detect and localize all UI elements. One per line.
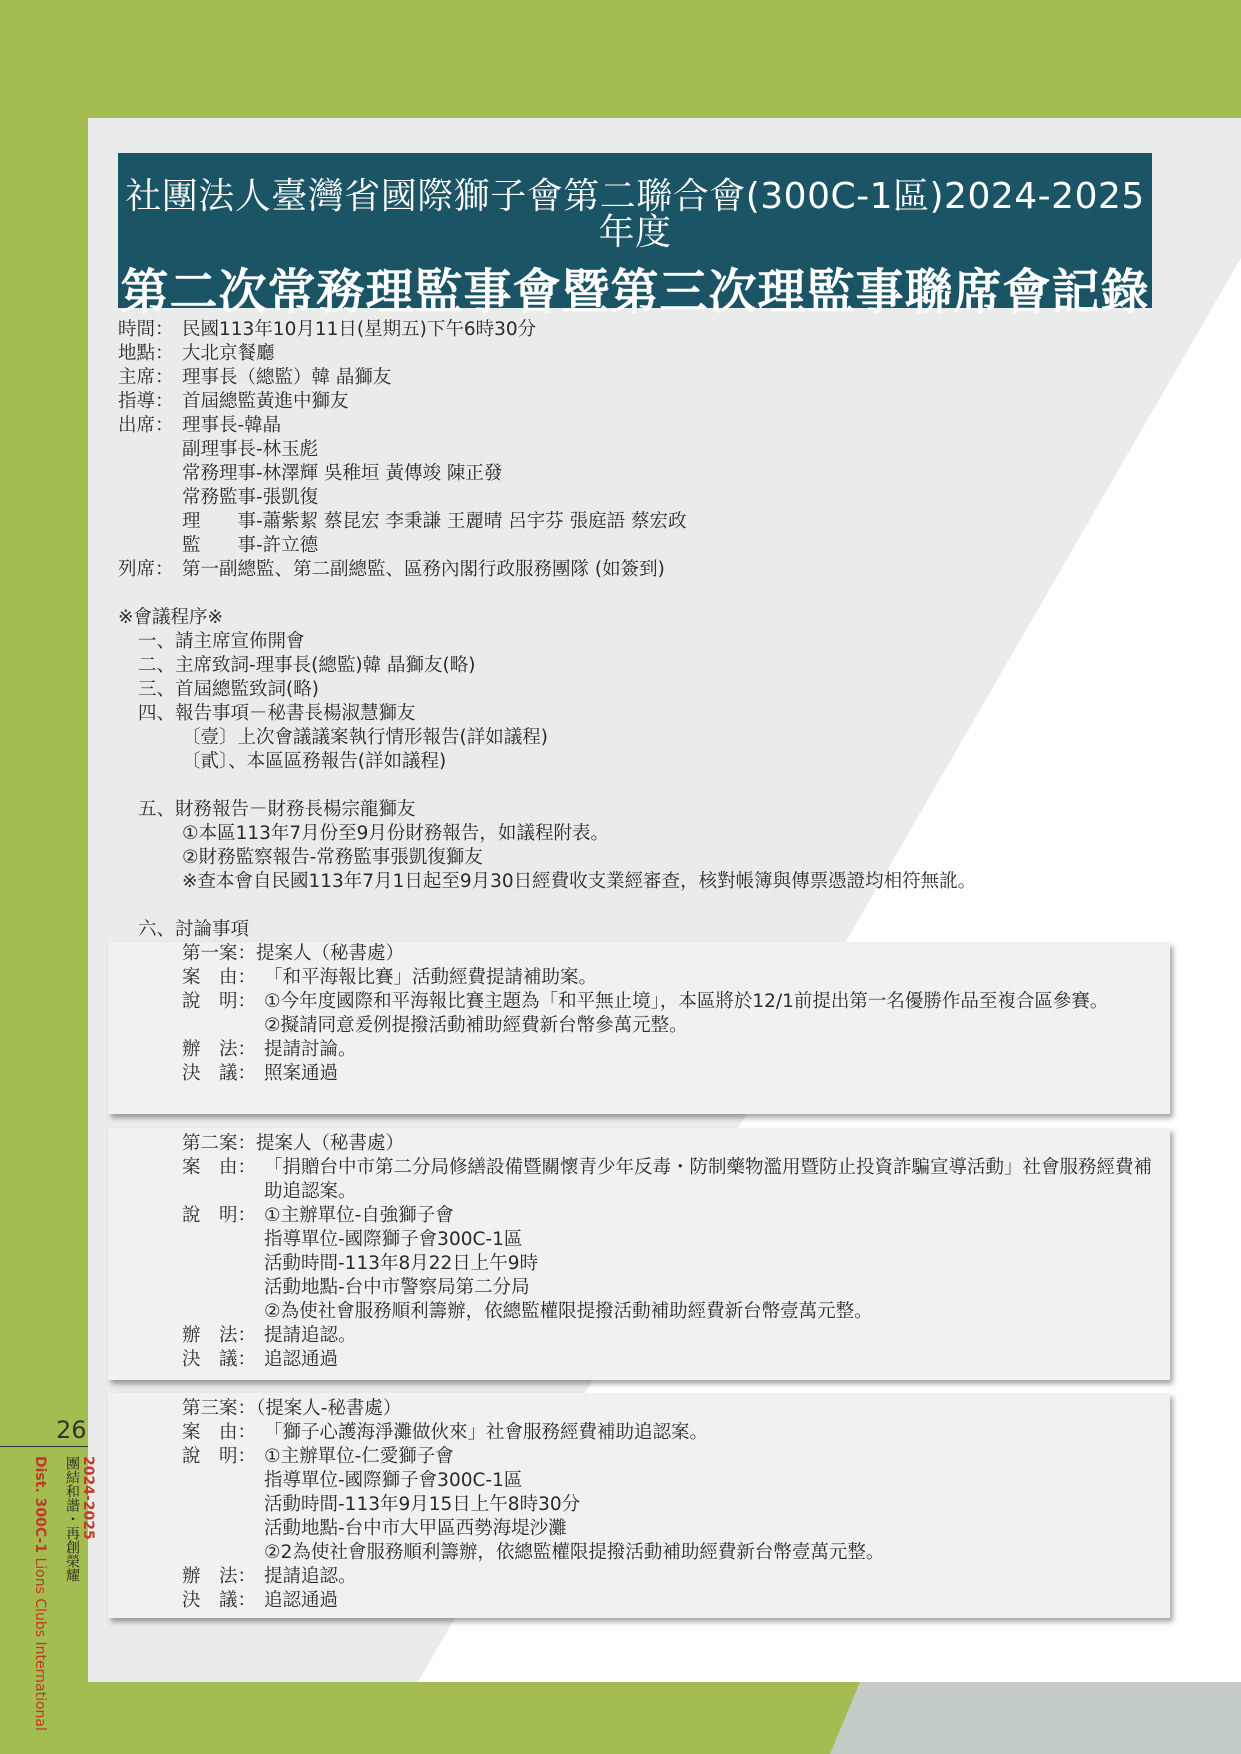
title-line-2: 第二次常務理監事會暨第三次理監事聯席會記錄 [120,264,1150,320]
agenda-heading: ※會議程序※ [118,607,224,628]
title-banner [118,153,1152,320]
decision-value: 追認通過 [264,1349,339,1370]
explain-line: ②為使社會服務順利籌辦，依總監權限提撥活動補助經費新台幣壹萬元整。 [264,1301,873,1322]
chair-row [118,366,1158,390]
attendee: 理事長-韓晶 [182,415,282,436]
explain-line: 指導單位-國際獅子會300C-1區 [264,1470,523,1491]
attendee: 副理事長-林玉彪 [182,439,319,460]
case-explain-row [182,1204,1152,1228]
place-label: 地點： [118,343,174,364]
page-number-rule [0,1446,88,1447]
explain-line: 活動地點-台中市大甲區西勢海堤沙灘 [264,1518,567,1539]
explain-label: 說 明： [182,1446,257,1467]
reason-value: 「獅子心護海淨灘做伙來」社會服務經費補助追認案。 [264,1422,709,1443]
case-reason-row [182,1421,1152,1445]
decision-label: 決 議： [182,1590,257,1611]
decision-label: 決 議： [182,1349,257,1370]
method-label: 辦 法： [182,1325,257,1346]
agenda-item: 四、報告事項－秘書長楊淑慧獅友 [138,703,416,724]
page-number: 26 [56,1416,87,1444]
observers-row [118,558,1158,582]
attend-label: 出席： [118,415,174,436]
explain-label: 說 明： [182,1205,257,1226]
explain-line: ②2為使社會服務順利籌辦，依總監權限提撥活動補助經費新台幣壹萬元整。 [264,1542,885,1563]
attendee: 監 事-許立德 [182,535,319,556]
case-card-3 [108,1393,1170,1618]
decision-value: 追認通過 [264,1590,339,1611]
case-title: 第一案：提案人（秘書處） [182,943,405,964]
case-method-row [182,1324,1152,1348]
observers-value: 第一副總監、第二副總監、區務內閣行政服務團隊 (如簽到) [182,559,665,580]
method-value: 提請追認。 [264,1325,357,1346]
reason-value: 「和平海報比賽」活動經費提請補助案。 [264,967,598,988]
explain-line: ①今年度國際和平海報比賽主題為「和平無止境」，本區將於12/1前提出第一名優勝作品至複合區參賽。 [264,991,1109,1012]
chair-value: 理事長（總監）韓 晶獅友 [182,367,392,388]
case-method-row [182,1565,1152,1589]
place-row [118,342,1158,366]
method-value: 提請追認。 [264,1566,357,1587]
explain-line: ①主辦單位-自強獅子會 [264,1205,454,1226]
case-card-2 [108,1128,1170,1380]
report-subitem: 〔壹〕上次會議議案執行情形報告(詳如議程) [182,727,548,748]
time-value: 民國113年10月11日(星期五)下午6時30分 [182,319,537,340]
case-decision-row [182,1589,1152,1613]
case-explain-row [182,990,1152,1014]
case-decision-row [182,1348,1152,1372]
decision-label: 決 議： [182,1063,257,1084]
explain-line: 指導單位-國際獅子會300C-1區 [264,1229,523,1250]
explain-label: 說 明： [182,991,257,1012]
finance-heading: 五、財務報告－財務長楊宗龍獅友 [138,799,416,820]
finance-item: ①本區113年7月份至9月份財務報告，如議程附表。 [182,823,609,844]
finance-item: ②財務監察報告-常務監事張凱復獅友 [182,847,483,868]
case-explain-row [182,1445,1152,1469]
guide-label: 指導： [118,391,174,412]
method-label: 辦 法： [182,1566,257,1587]
reason-label: 案 由： [182,967,257,988]
guide-row [118,390,1158,414]
case-title: 第二案：提案人（秘書處） [182,1133,405,1154]
reason-value: 「捐贈台中市第二分局修繕設備暨關懷青少年反毒・防制藥物濫用暨防止投資詐騙宣導活動」社會服務經費補助追認案。 [264,1157,1153,1202]
attendee: 常務監事-張凱復 [182,487,319,508]
meeting-info-block [118,318,1158,942]
attendee: 常務理事-林澤輝 吳稚垣 黃傳竣 陳正發 [182,463,503,484]
agenda-item: 三、首屆總監致詞(略) [138,679,319,700]
attend-row [118,414,1158,438]
footer-slogan: 團結和諧・再創榮耀 [64,1456,80,1582]
explain-line: ①主辦單位-仁愛獅子會 [264,1446,454,1467]
case-reason-row [182,966,1152,990]
method-label: 辦 法： [182,1039,257,1060]
discussion-heading: 六、討論事項 [138,919,250,940]
case-card-1 [108,942,1170,1114]
observers-label: 列席： [118,559,174,580]
report-subitem: 〔貳〕、本區區務報告(詳如議程) [182,751,447,772]
time-label: 時間： [118,319,174,340]
explain-line: 活動地點-台中市警察局第二分局 [264,1277,530,1298]
explain-line: ②擬請同意爰例提撥活動補助經費新台幣參萬元整。 [264,1015,688,1036]
decision-value: 照案通過 [264,1063,339,1084]
footer-org: Lions Clubs International [32,1557,48,1731]
title-line-1: 社團法人臺灣省國際獅子會第二聯合會(300C-1區)2024-2025年度 [125,176,1145,253]
agenda-item: 一、請主席宣佈開會 [138,631,305,652]
case-title: 第三案：（提案人-秘書處） [182,1398,402,1419]
case-decision-row [182,1062,1152,1086]
guide-value: 首屆總監黃進中獅友 [182,391,349,412]
attendee: 理 事-蕭紫絜 蔡昆宏 李秉謙 王麗晴 呂宇芬 張庭語 蔡宏政 [182,511,687,532]
method-value: 提請討論。 [264,1039,357,1060]
case-method-row [182,1038,1152,1062]
footer-district-org [32,1456,48,1731]
explain-line: 活動時間-113年9月15日上午8時30分 [264,1494,581,1515]
time-row [118,318,1158,342]
footer-year-slogan [64,1456,96,1582]
case-reason-row [182,1156,1152,1204]
reason-label: 案 由： [182,1422,257,1443]
agenda-item: 二、主席致詞-理事長(總監)韓 晶獅友(略) [138,655,476,676]
finance-note: ※查本會自民國113年7月1日起至9月30日經費收支業經審查，核對帳簿與傳票憑證均相符無訛。 [182,871,977,892]
chair-label: 主席： [118,367,174,388]
footer-district: Dist. 300C-1 [32,1456,48,1554]
bottom-grey-band [830,1682,1241,1754]
place-value: 大北京餐廳 [182,343,275,364]
reason-label: 案 由： [182,1157,257,1178]
explain-line: 活動時間-113年8月22日上午9時 [264,1253,539,1274]
footer-year: 2024-2025 [80,1456,96,1540]
